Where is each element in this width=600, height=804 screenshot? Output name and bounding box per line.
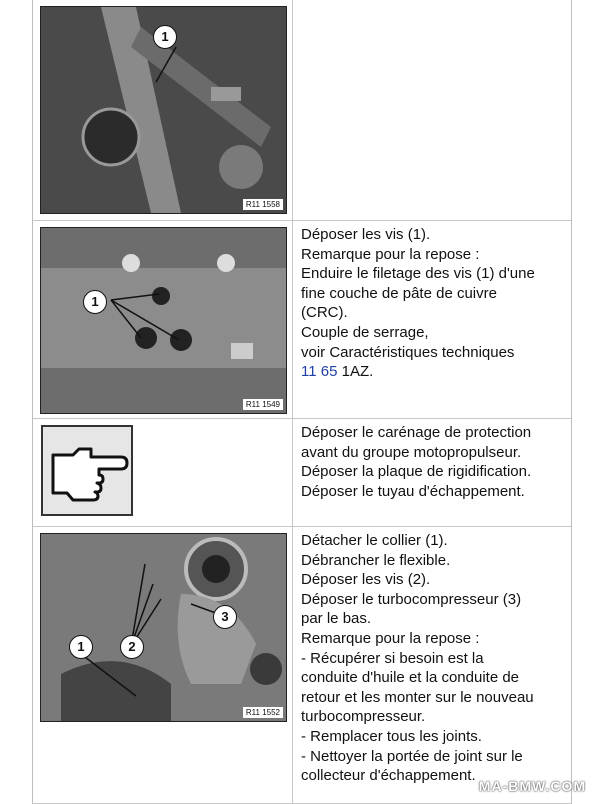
text-line: turbocompresseur. [301, 708, 426, 726]
figure-reference: R11 1549 [243, 399, 283, 410]
text-line: par le bas. [301, 610, 372, 628]
text-line: fine couche de pâte de cuivre [301, 284, 497, 302]
text-line: Enduire le filetage des vis (1) d'une [301, 265, 535, 283]
image-cell [33, 419, 293, 526]
procedure-row [33, 0, 571, 221]
figure-reference: R11 1558 [243, 199, 283, 210]
text-line: retour et les monter sur le nouveau [301, 688, 534, 706]
image-cell [33, 221, 293, 418]
text-line: Déposer les vis (2). [301, 571, 431, 589]
link-suffix: 1AZ. [337, 363, 374, 381]
image-cell [33, 527, 293, 803]
procedure-table [32, 0, 572, 804]
text-line: Remarque pour la repose : [301, 629, 480, 647]
callout-1: 1 [153, 25, 177, 49]
technical-data-link[interactable]: 11 65 [301, 363, 338, 381]
text-line: Remarque pour la repose : [301, 245, 480, 263]
image-cell [33, 0, 293, 220]
figure-reference: R11 1552 [243, 707, 283, 718]
callout-1: 1 [69, 635, 93, 659]
text-line: Détacher le collier (1). [301, 532, 448, 549]
text-line [301, 362, 571, 382]
engine-photo-drawing [41, 228, 286, 413]
text-line: Débrancher le flexible. [301, 551, 451, 569]
instruction-text [293, 0, 571, 220]
text-line: voir Caractéristiques techniques [301, 343, 515, 361]
instruction-text [293, 419, 571, 526]
text-line: Déposer le turbocompresseur (3) [301, 590, 522, 608]
callout-3: 3 [213, 605, 237, 629]
engine-photo [40, 6, 287, 214]
text-line: (CRC). [301, 304, 348, 322]
text-line: - Remplacer tous les joints. [301, 727, 482, 745]
pointing-hand-icon-drawing [43, 427, 131, 514]
text-line: Déposer le tuyau d'échappement. [301, 482, 525, 500]
text-line: - Nettoyer la portée de joint sur le [301, 747, 523, 765]
procedure-row [33, 419, 571, 527]
procedure-row [33, 527, 571, 804]
text-line: Déposer les vis (1). [301, 226, 431, 243]
text-line: collecteur d'échappement. [301, 767, 476, 785]
engine-photo [40, 227, 287, 414]
callout-1: 1 [83, 290, 107, 314]
engine-photo [40, 533, 287, 722]
callout-2: 2 [120, 635, 144, 659]
text-line: Déposer la plaque de rigidification. [301, 463, 532, 481]
instruction-text [293, 527, 571, 803]
text-line: - Récupérer si besoin est la [301, 649, 484, 667]
site-watermark: MA-BMW.COM [478, 778, 586, 794]
text-line: Couple de serrage, [301, 323, 429, 341]
text-line: conduite d'huile et la conduite de [301, 669, 520, 687]
text-line: Déposer le carénage de protection [301, 424, 532, 441]
pointing-hand-icon [41, 425, 133, 516]
instruction-text [293, 221, 571, 418]
engine-photo-drawing [41, 534, 286, 721]
text-line: avant du groupe motopropulseur. [301, 443, 522, 461]
procedure-row [33, 221, 571, 419]
